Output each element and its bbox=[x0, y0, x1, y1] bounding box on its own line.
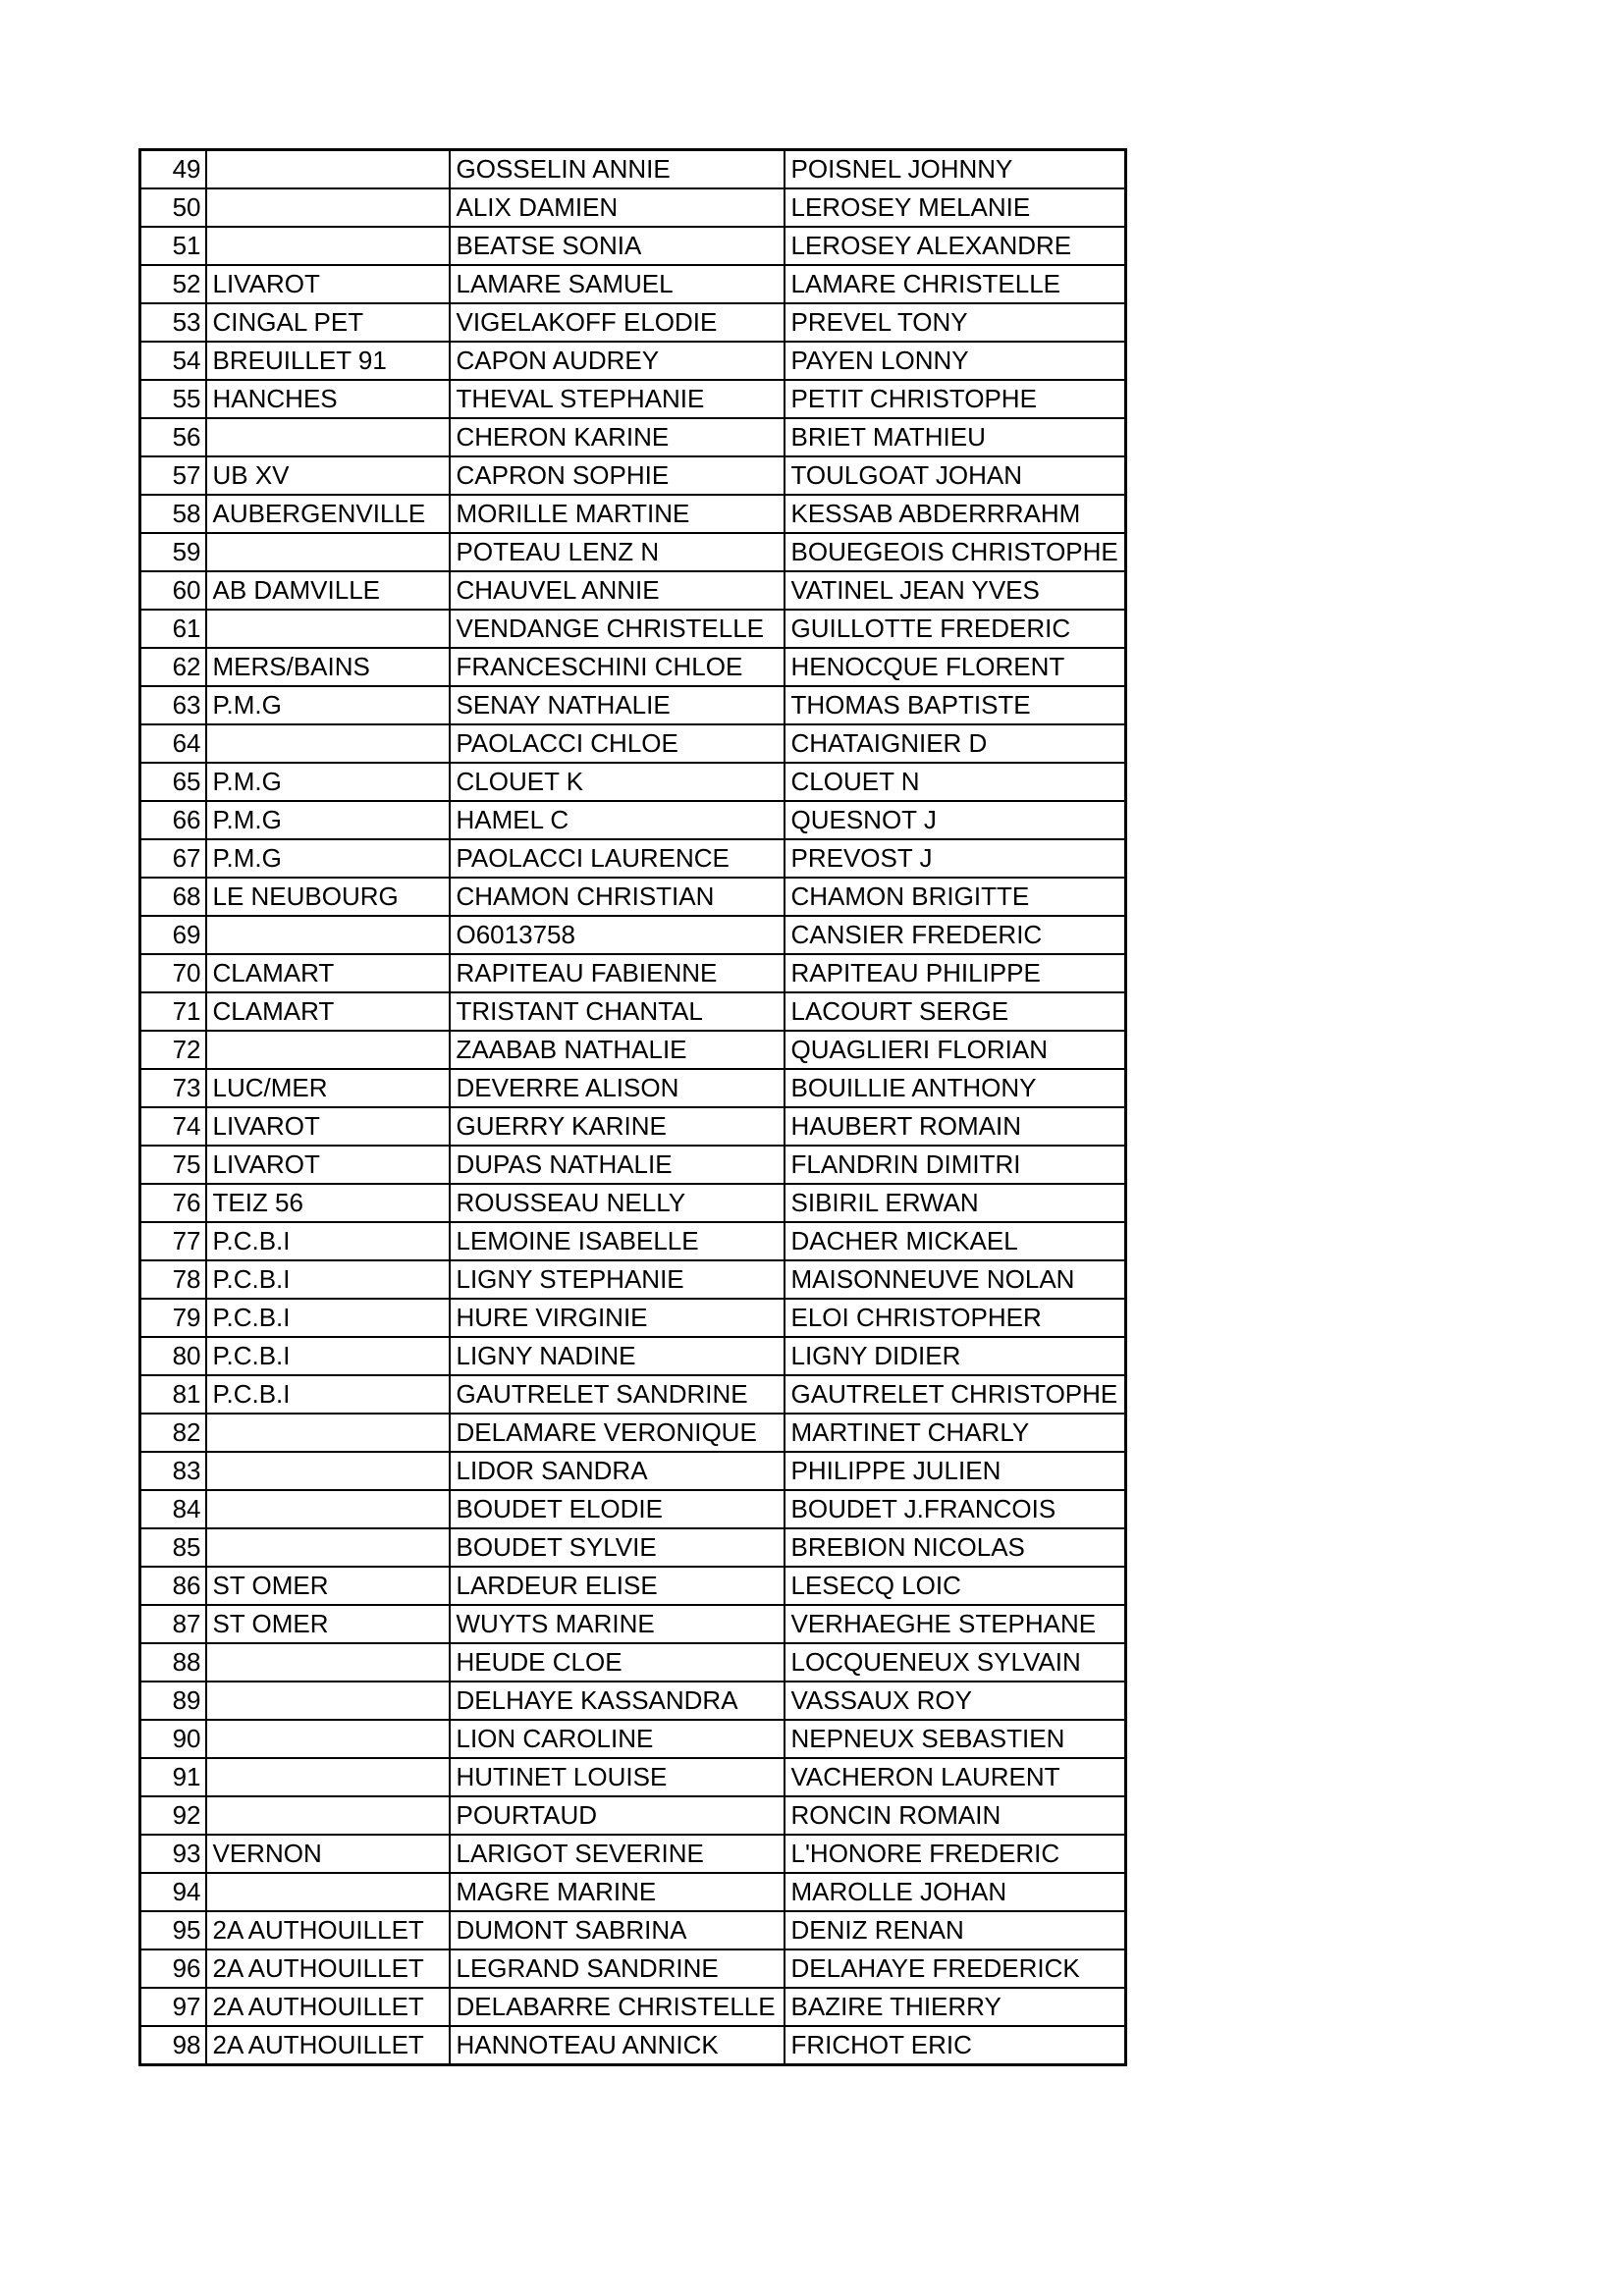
table-row bbox=[140, 1567, 1126, 1605]
club-cell: 2A AUTHOUILLET bbox=[206, 1988, 450, 2026]
player-two-cell: PHILIPPE JULIEN bbox=[785, 1452, 1126, 1490]
player-two-cell: BREBION NICOLAS bbox=[785, 1528, 1126, 1567]
club-cell: LIVAROT bbox=[206, 265, 450, 303]
club-cell: MERS/BAINS bbox=[206, 648, 450, 686]
club-cell: P.C.B.I bbox=[206, 1260, 450, 1299]
row-number-cell: 77 bbox=[140, 1222, 206, 1260]
player-two-cell: THOMAS BAPTISTE bbox=[785, 686, 1126, 724]
player-one-cell: FRANCESCHINI CHLOE bbox=[450, 648, 785, 686]
row-number-cell: 49 bbox=[140, 150, 206, 189]
row-number-cell: 72 bbox=[140, 1031, 206, 1069]
club-cell: P.M.G bbox=[206, 801, 450, 839]
player-two-cell: PREVOST J bbox=[785, 839, 1126, 878]
player-two-cell: VASSAUX ROY bbox=[785, 1682, 1126, 1720]
club-cell bbox=[206, 916, 450, 954]
player-one-cell: TRISTANT CHANTAL bbox=[450, 992, 785, 1031]
club-cell: AUBERGENVILLE bbox=[206, 495, 450, 533]
row-number-cell: 57 bbox=[140, 456, 206, 495]
table-row bbox=[140, 724, 1126, 763]
player-one-cell: ZAABAB NATHALIE bbox=[450, 1031, 785, 1069]
table-row bbox=[140, 1414, 1126, 1452]
row-number-cell: 98 bbox=[140, 2026, 206, 2065]
row-number-cell: 83 bbox=[140, 1452, 206, 1490]
row-number-cell: 75 bbox=[140, 1146, 206, 1184]
player-two-cell: VERHAEGHE STEPHANE bbox=[785, 1605, 1126, 1643]
row-number-cell: 88 bbox=[140, 1643, 206, 1682]
club-cell: 2A AUTHOUILLET bbox=[206, 2026, 450, 2065]
player-one-cell: LIDOR SANDRA bbox=[450, 1452, 785, 1490]
player-two-cell: MARTINET CHARLY bbox=[785, 1414, 1126, 1452]
player-one-cell: LAMARE SAMUEL bbox=[450, 265, 785, 303]
player-one-cell: CAPON AUDREY bbox=[450, 342, 785, 380]
club-cell: ST OMER bbox=[206, 1567, 450, 1605]
table-row bbox=[140, 1835, 1126, 1873]
player-one-cell: POTEAU LENZ N bbox=[450, 533, 785, 571]
row-number-cell: 69 bbox=[140, 916, 206, 954]
table-row bbox=[140, 456, 1126, 495]
player-two-cell: POISNEL JOHNNY bbox=[785, 150, 1126, 189]
player-two-cell: DELAHAYE FREDERICK bbox=[785, 1949, 1126, 1988]
row-number-cell: 63 bbox=[140, 686, 206, 724]
player-two-cell: CHAMON BRIGITTE bbox=[785, 878, 1126, 916]
player-two-cell: MAISONNEUVE NOLAN bbox=[785, 1260, 1126, 1299]
table-row bbox=[140, 1337, 1126, 1375]
player-one-cell: LARIGOT SEVERINE bbox=[450, 1835, 785, 1873]
table-row bbox=[140, 380, 1126, 418]
player-two-cell: QUESNOT J bbox=[785, 801, 1126, 839]
club-cell: P.C.B.I bbox=[206, 1299, 450, 1337]
club-cell: LUC/MER bbox=[206, 1069, 450, 1107]
club-cell bbox=[206, 1796, 450, 1835]
row-number-cell: 81 bbox=[140, 1375, 206, 1414]
club-cell: P.C.B.I bbox=[206, 1375, 450, 1414]
player-one-cell: LION CAROLINE bbox=[450, 1720, 785, 1758]
table-row bbox=[140, 1605, 1126, 1643]
player-one-cell: HURE VIRGINIE bbox=[450, 1299, 785, 1337]
player-two-cell: LEROSEY MELANIE bbox=[785, 188, 1126, 227]
player-one-cell: PAOLACCI LAURENCE bbox=[450, 839, 785, 878]
player-one-cell: DUPAS NATHALIE bbox=[450, 1146, 785, 1184]
club-cell bbox=[206, 1873, 450, 1911]
player-one-cell: LEMOINE ISABELLE bbox=[450, 1222, 785, 1260]
row-number-cell: 80 bbox=[140, 1337, 206, 1375]
table-row bbox=[140, 1260, 1126, 1299]
player-one-cell: ROUSSEAU NELLY bbox=[450, 1184, 785, 1222]
row-number-cell: 79 bbox=[140, 1299, 206, 1337]
table-row bbox=[140, 648, 1126, 686]
table-row bbox=[140, 1720, 1126, 1758]
table-row bbox=[140, 2026, 1126, 2065]
club-cell: P.C.B.I bbox=[206, 1222, 450, 1260]
table-row bbox=[140, 303, 1126, 342]
player-one-cell: CLOUET K bbox=[450, 763, 785, 801]
row-number-cell: 92 bbox=[140, 1796, 206, 1835]
table-row bbox=[140, 1643, 1126, 1682]
player-one-cell: LIGNY STEPHANIE bbox=[450, 1260, 785, 1299]
club-cell: AB DAMVILLE bbox=[206, 571, 450, 610]
table-row bbox=[140, 686, 1126, 724]
player-one-cell: CAPRON SOPHIE bbox=[450, 456, 785, 495]
row-number-cell: 67 bbox=[140, 839, 206, 878]
row-number-cell: 82 bbox=[140, 1414, 206, 1452]
player-one-cell: ALIX DAMIEN bbox=[450, 188, 785, 227]
club-cell: CLAMART bbox=[206, 992, 450, 1031]
club-cell: CINGAL PET bbox=[206, 303, 450, 342]
table-row bbox=[140, 1682, 1126, 1720]
player-two-cell: GAUTRELET CHRISTOPHE bbox=[785, 1375, 1126, 1414]
table-row bbox=[140, 1146, 1126, 1184]
club-cell: 2A AUTHOUILLET bbox=[206, 1911, 450, 1949]
club-cell: TEIZ 56 bbox=[206, 1184, 450, 1222]
club-cell: VERNON bbox=[206, 1835, 450, 1873]
player-one-cell: POURTAUD bbox=[450, 1796, 785, 1835]
player-two-cell: HENOCQUE FLORENT bbox=[785, 648, 1126, 686]
player-two-cell: PAYEN LONNY bbox=[785, 342, 1126, 380]
player-two-cell: DENIZ RENAN bbox=[785, 1911, 1126, 1949]
club-cell: UB XV bbox=[206, 456, 450, 495]
player-two-cell: TOULGOAT JOHAN bbox=[785, 456, 1126, 495]
player-two-cell: MAROLLE JOHAN bbox=[785, 1873, 1126, 1911]
club-cell: P.M.G bbox=[206, 839, 450, 878]
player-two-cell: LEROSEY ALEXANDRE bbox=[785, 227, 1126, 265]
club-cell: LIVAROT bbox=[206, 1107, 450, 1146]
player-one-cell: HEUDE CLOE bbox=[450, 1643, 785, 1682]
player-one-cell: O6013758 bbox=[450, 916, 785, 954]
row-number-cell: 53 bbox=[140, 303, 206, 342]
player-one-cell: GUERRY KARINE bbox=[450, 1107, 785, 1146]
player-one-cell: PAOLACCI CHLOE bbox=[450, 724, 785, 763]
club-cell: CLAMART bbox=[206, 954, 450, 992]
club-cell bbox=[206, 1452, 450, 1490]
player-one-cell: RAPITEAU FABIENNE bbox=[450, 954, 785, 992]
row-number-cell: 65 bbox=[140, 763, 206, 801]
player-two-cell: CLOUET N bbox=[785, 763, 1126, 801]
row-number-cell: 76 bbox=[140, 1184, 206, 1222]
club-cell: LE NEUBOURG bbox=[206, 878, 450, 916]
table-row bbox=[140, 839, 1126, 878]
row-number-cell: 90 bbox=[140, 1720, 206, 1758]
club-cell bbox=[206, 1682, 450, 1720]
table-row bbox=[140, 1107, 1126, 1146]
row-number-cell: 50 bbox=[140, 188, 206, 227]
table-row bbox=[140, 188, 1126, 227]
registration-table bbox=[138, 148, 1127, 2066]
player-two-cell: VATINEL JEAN YVES bbox=[785, 571, 1126, 610]
player-two-cell: BAZIRE THIERRY bbox=[785, 1988, 1126, 2026]
table-row bbox=[140, 992, 1126, 1031]
row-number-cell: 51 bbox=[140, 227, 206, 265]
table-row bbox=[140, 801, 1126, 839]
club-cell: ST OMER bbox=[206, 1605, 450, 1643]
player-two-cell: L'HONORE FREDERIC bbox=[785, 1835, 1126, 1873]
registration-table-body bbox=[140, 150, 1126, 2065]
row-number-cell: 68 bbox=[140, 878, 206, 916]
club-cell bbox=[206, 724, 450, 763]
player-two-cell: LIGNY DIDIER bbox=[785, 1337, 1126, 1375]
player-one-cell: DEVERRE ALISON bbox=[450, 1069, 785, 1107]
player-one-cell: CHAUVEL ANNIE bbox=[450, 571, 785, 610]
row-number-cell: 74 bbox=[140, 1107, 206, 1146]
table-row bbox=[140, 495, 1126, 533]
player-one-cell: SENAY NATHALIE bbox=[450, 686, 785, 724]
table-row bbox=[140, 1490, 1126, 1528]
club-cell bbox=[206, 150, 450, 189]
player-two-cell: RAPITEAU PHILIPPE bbox=[785, 954, 1126, 992]
player-two-cell: QUAGLIERI FLORIAN bbox=[785, 1031, 1126, 1069]
club-cell: HANCHES bbox=[206, 380, 450, 418]
table-row bbox=[140, 954, 1126, 992]
player-two-cell: LESECQ LOIC bbox=[785, 1567, 1126, 1605]
player-one-cell: VIGELAKOFF ELODIE bbox=[450, 303, 785, 342]
table-row bbox=[140, 571, 1126, 610]
club-cell bbox=[206, 1414, 450, 1452]
player-one-cell: BOUDET ELODIE bbox=[450, 1490, 785, 1528]
player-two-cell: FLANDRIN DIMITRI bbox=[785, 1146, 1126, 1184]
club-cell bbox=[206, 610, 450, 648]
player-one-cell: GAUTRELET SANDRINE bbox=[450, 1375, 785, 1414]
player-two-cell: BOUDET J.FRANCOIS bbox=[785, 1490, 1126, 1528]
table-row bbox=[140, 418, 1126, 456]
player-two-cell: LAMARE CHRISTELLE bbox=[785, 265, 1126, 303]
table-row bbox=[140, 227, 1126, 265]
player-two-cell: PREVEL TONY bbox=[785, 303, 1126, 342]
club-cell bbox=[206, 1758, 450, 1796]
player-one-cell: CHAMON CHRISTIAN bbox=[450, 878, 785, 916]
row-number-cell: 96 bbox=[140, 1949, 206, 1988]
club-cell: 2A AUTHOUILLET bbox=[206, 1949, 450, 1988]
player-one-cell: CHERON KARINE bbox=[450, 418, 785, 456]
player-one-cell: DELHAYE KASSANDRA bbox=[450, 1682, 785, 1720]
row-number-cell: 87 bbox=[140, 1605, 206, 1643]
club-cell bbox=[206, 188, 450, 227]
row-number-cell: 85 bbox=[140, 1528, 206, 1567]
player-two-cell: VACHERON LAURENT bbox=[785, 1758, 1126, 1796]
row-number-cell: 78 bbox=[140, 1260, 206, 1299]
table-row bbox=[140, 1375, 1126, 1414]
table-row bbox=[140, 1299, 1126, 1337]
club-cell bbox=[206, 1643, 450, 1682]
row-number-cell: 52 bbox=[140, 265, 206, 303]
table-row bbox=[140, 1528, 1126, 1567]
row-number-cell: 61 bbox=[140, 610, 206, 648]
row-number-cell: 86 bbox=[140, 1567, 206, 1605]
table-row bbox=[140, 265, 1126, 303]
row-number-cell: 93 bbox=[140, 1835, 206, 1873]
table-row bbox=[140, 1452, 1126, 1490]
row-number-cell: 84 bbox=[140, 1490, 206, 1528]
player-two-cell: ELOI CHRISTOPHER bbox=[785, 1299, 1126, 1337]
player-one-cell: HAMEL C bbox=[450, 801, 785, 839]
table-row bbox=[140, 342, 1126, 380]
table-row bbox=[140, 1031, 1126, 1069]
club-cell: P.C.B.I bbox=[206, 1337, 450, 1375]
player-one-cell: MORILLE MARTINE bbox=[450, 495, 785, 533]
row-number-cell: 59 bbox=[140, 533, 206, 571]
club-cell bbox=[206, 1528, 450, 1567]
table-row bbox=[140, 1873, 1126, 1911]
row-number-cell: 97 bbox=[140, 1988, 206, 2026]
player-two-cell: LACOURT SERGE bbox=[785, 992, 1126, 1031]
row-number-cell: 71 bbox=[140, 992, 206, 1031]
table-row bbox=[140, 533, 1126, 571]
row-number-cell: 55 bbox=[140, 380, 206, 418]
player-two-cell: RONCIN ROMAIN bbox=[785, 1796, 1126, 1835]
player-two-cell: BOUILLIE ANTHONY bbox=[785, 1069, 1126, 1107]
table-row bbox=[140, 610, 1126, 648]
player-one-cell: BOUDET SYLVIE bbox=[450, 1528, 785, 1567]
table-row bbox=[140, 1796, 1126, 1835]
player-one-cell: HUTINET LOUISE bbox=[450, 1758, 785, 1796]
player-two-cell: CHATAIGNIER D bbox=[785, 724, 1126, 763]
player-one-cell: LIGNY NADINE bbox=[450, 1337, 785, 1375]
table-row bbox=[140, 1911, 1126, 1949]
player-two-cell: CANSIER FREDERIC bbox=[785, 916, 1126, 954]
row-number-cell: 54 bbox=[140, 342, 206, 380]
club-cell bbox=[206, 1490, 450, 1528]
player-one-cell: HANNOTEAU ANNICK bbox=[450, 2026, 785, 2065]
club-cell: BREUILLET 91 bbox=[206, 342, 450, 380]
row-number-cell: 58 bbox=[140, 495, 206, 533]
row-number-cell: 94 bbox=[140, 1873, 206, 1911]
table-row bbox=[140, 150, 1126, 189]
club-cell bbox=[206, 1031, 450, 1069]
row-number-cell: 64 bbox=[140, 724, 206, 763]
player-one-cell: GOSSELIN ANNIE bbox=[450, 150, 785, 189]
player-two-cell: SIBIRIL ERWAN bbox=[785, 1184, 1126, 1222]
player-two-cell: KESSAB ABDERRRAHM bbox=[785, 495, 1126, 533]
row-number-cell: 95 bbox=[140, 1911, 206, 1949]
player-two-cell: GUILLOTTE FREDERIC bbox=[785, 610, 1126, 648]
club-cell: P.M.G bbox=[206, 686, 450, 724]
row-number-cell: 66 bbox=[140, 801, 206, 839]
row-number-cell: 91 bbox=[140, 1758, 206, 1796]
player-two-cell: BOUEGEOIS CHRISTOPHE bbox=[785, 533, 1126, 571]
player-one-cell: DUMONT SABRINA bbox=[450, 1911, 785, 1949]
player-two-cell: BRIET MATHIEU bbox=[785, 418, 1126, 456]
table-row bbox=[140, 1758, 1126, 1796]
row-number-cell: 70 bbox=[140, 954, 206, 992]
player-one-cell: DELABARRE CHRISTELLE bbox=[450, 1988, 785, 2026]
table-row bbox=[140, 878, 1126, 916]
player-one-cell: LEGRAND SANDRINE bbox=[450, 1949, 785, 1988]
player-two-cell: PETIT CHRISTOPHE bbox=[785, 380, 1126, 418]
table-row bbox=[140, 1988, 1126, 2026]
table-row bbox=[140, 916, 1126, 954]
row-number-cell: 89 bbox=[140, 1682, 206, 1720]
player-one-cell: THEVAL STEPHANIE bbox=[450, 380, 785, 418]
row-number-cell: 62 bbox=[140, 648, 206, 686]
table-row bbox=[140, 1222, 1126, 1260]
player-two-cell: HAUBERT ROMAIN bbox=[785, 1107, 1126, 1146]
player-one-cell: MAGRE MARINE bbox=[450, 1873, 785, 1911]
club-cell: P.M.G bbox=[206, 763, 450, 801]
table-row bbox=[140, 763, 1126, 801]
player-two-cell: LOCQUENEUX SYLVAIN bbox=[785, 1643, 1126, 1682]
table-row bbox=[140, 1069, 1126, 1107]
player-one-cell: DELAMARE VERONIQUE bbox=[450, 1414, 785, 1452]
club-cell: LIVAROT bbox=[206, 1146, 450, 1184]
player-two-cell: DACHER MICKAEL bbox=[785, 1222, 1126, 1260]
table-row bbox=[140, 1184, 1126, 1222]
table-row bbox=[140, 1949, 1126, 1988]
club-cell bbox=[206, 533, 450, 571]
player-two-cell: FRICHOT ERIC bbox=[785, 2026, 1126, 2065]
club-cell bbox=[206, 418, 450, 456]
player-one-cell: VENDANGE CHRISTELLE bbox=[450, 610, 785, 648]
club-cell bbox=[206, 1720, 450, 1758]
row-number-cell: 56 bbox=[140, 418, 206, 456]
club-cell bbox=[206, 227, 450, 265]
player-one-cell: WUYTS MARINE bbox=[450, 1605, 785, 1643]
row-number-cell: 60 bbox=[140, 571, 206, 610]
player-one-cell: LARDEUR ELISE bbox=[450, 1567, 785, 1605]
player-one-cell: BEATSE SONIA bbox=[450, 227, 785, 265]
player-two-cell: NEPNEUX SEBASTIEN bbox=[785, 1720, 1126, 1758]
row-number-cell: 73 bbox=[140, 1069, 206, 1107]
